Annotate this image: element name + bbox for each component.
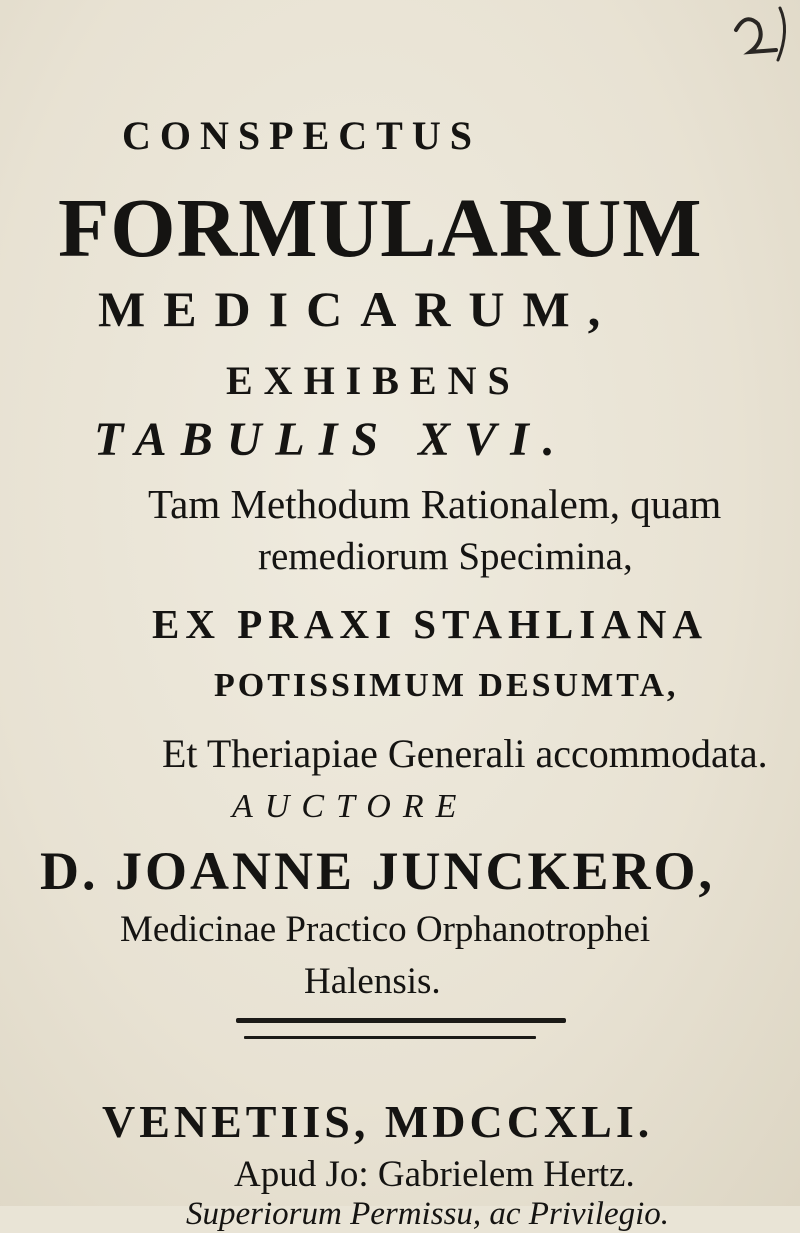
handwritten-mark-icon	[716, 0, 796, 80]
subtitle-praxi: EX PRAXI STAHLIANA	[152, 601, 709, 647]
subtitle-theriapiae: Et Theriapiae Generali accommodata.	[162, 731, 768, 776]
heading-medicarum: MEDICARUM,	[98, 281, 619, 337]
subtitle-line-2: remediorum Specimina,	[258, 535, 633, 578]
imprint-place-date: VENETIIS, MDCCXLI.	[102, 1096, 654, 1147]
author-position: Medicinae Practico Orphanotrophei	[120, 909, 651, 950]
heading-tabulis: TABULIS XVI.	[94, 413, 569, 466]
imprint-privilege: Superiorum Permissu, ac Privilegio.	[186, 1196, 670, 1232]
imprint-publisher: Apud Jo: Gabrielem Hertz.	[234, 1154, 635, 1195]
divider-rule-thin	[244, 1036, 536, 1039]
heading-exhibens: EXHIBENS	[226, 358, 521, 403]
heading-formularum: FORMULARUM	[58, 182, 703, 275]
subtitle-potissimum: POTISSIMUM DESUMTA,	[214, 667, 679, 704]
subtitle-line-1: Tam Methodum Rationalem, quam	[148, 481, 722, 527]
author-place: Halensis.	[304, 961, 441, 1002]
heading-conspectus: CONSPECTUS	[122, 113, 481, 158]
divider-rule-thick	[236, 1018, 566, 1023]
auctore-label: AUCTORE	[232, 788, 469, 825]
author-name: D. JOANNE JUNCKERO,	[40, 841, 716, 901]
